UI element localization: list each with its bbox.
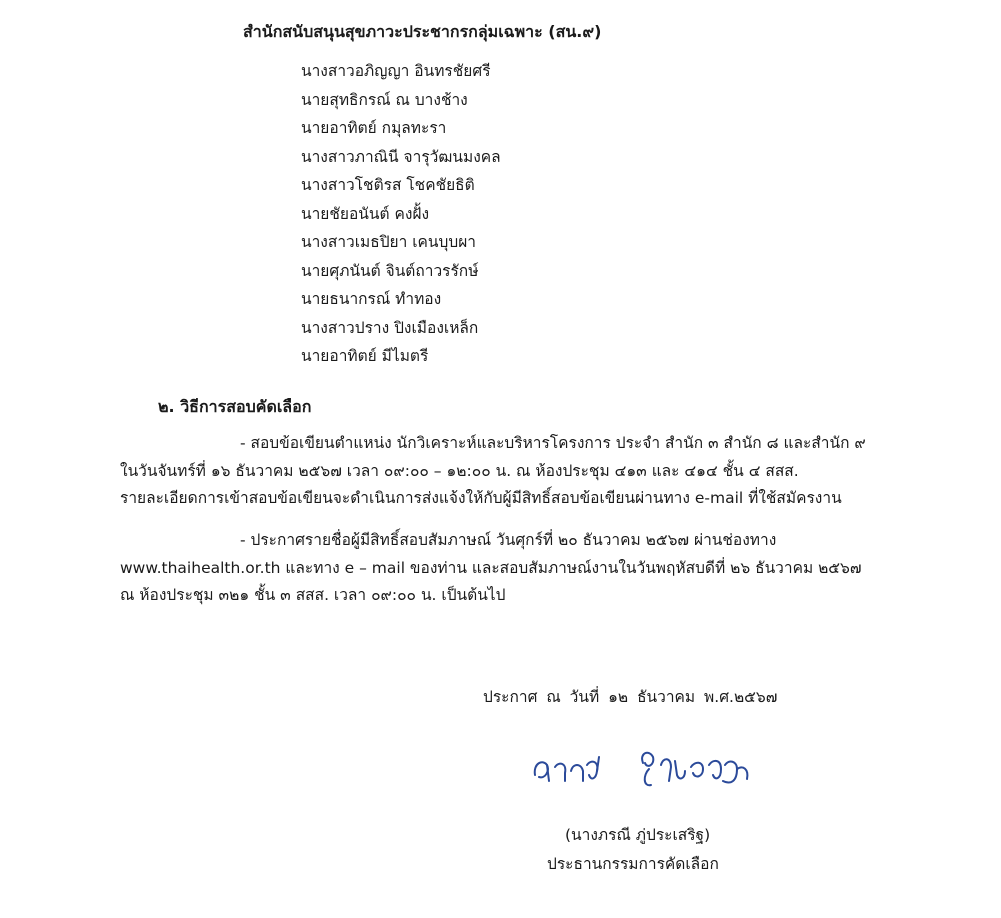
list-item: นางสาวภาณินี จารุวัฒนมงคล [301,147,501,166]
interview-paragraph [120,527,890,610]
candidate-list [301,60,501,374]
method-heading: ๒. วิธีการสอบคัดเลือก [158,397,312,416]
section-title: สำนักสนับสนุนสุขภาวะประชากรกลุ่มเฉพาะ (สน.๙) [243,22,602,41]
paragraph-line: ณ ห้องประชุม ๓๒๑ ชั้น ๓ สสส. เวลา ๐๙:๐๐ น. เป็นต้นไป [120,586,506,604]
list-item: นายสุทธิกรณ์ ณ บางช้าง [301,90,468,109]
list-item: นางสาวโชติรส โชคชัยธิติ [301,176,475,194]
list-item: นางสาวเมธปิยา เคนบุบผา [301,233,476,251]
list-item: นายศุภนันต์ จินต์ถาวรรักษ์ [301,261,479,280]
list-item: นางสาวอภิญญา อินทรชัยศรี [301,62,491,80]
list-item: นายอาทิตย์ กมุลทะรา [301,119,447,137]
paragraph-line: รายละเอียดการเข้าสอบข้อเขียนจะดำเนินการส่งแจ้งให้กับผู้มีสิทธิ์สอบข้อเขียนผ่านทาง e-mail ที่ใช้สมัครงาน [120,489,842,507]
signer-position: ประธานกรรมการคัดเลือก [547,855,719,873]
paragraph-line: ในวันจันทร์ที่ ๑๖ ธันวาคม ๒๕๖๗ เวลา ๐๙:๐๐ – ๑๒:๐๐ น. ณ ห้องประชุม ๔๑๓ และ ๔๑๔ ชั้น ๔ สสส. [120,461,799,480]
paragraph-line: - ประกาศรายชื่อผู้มีสิทธิ์สอบสัมภาษณ์ วันศุกร์ที่ ๒๐ ธันวาคม ๒๕๖๗ ผ่านช่องทาง [240,531,777,549]
announce-date: ประกาศ ณ วันที่ ๑๒ ธันวาคม พ.ศ.๒๕๖๗ [483,688,778,706]
signature-image [525,735,775,795]
signer-name: (นางภรณี ภู่ประเสริฐ) [565,826,711,844]
list-item: นายธนากรณ์ ทำทอง [301,290,442,308]
exam-paragraph [120,430,890,513]
paragraph-line: - สอบข้อเขียนตำแหน่ง นักวิเคราะห์และบริหารโครงการ ประจำ สำนัก ๓ สำนัก ๘ และสำนัก ๙ [240,434,866,452]
list-item: นายอาทิตย์ มีไมตรี [301,347,429,365]
list-item: นางสาวปราง ปิงเมืองเหล็ก [301,318,479,337]
paragraph-line: www.thaihealth.or.th และทาง e – mail ของท่าน และสอบสัมภาษณ์งานในวันพฤหัสบดีที่ ๒๖ ธันวาคม ๒๕๖๗ [120,558,862,577]
list-item: นายชัยอนันต์ คงฝั้ง [301,204,430,223]
